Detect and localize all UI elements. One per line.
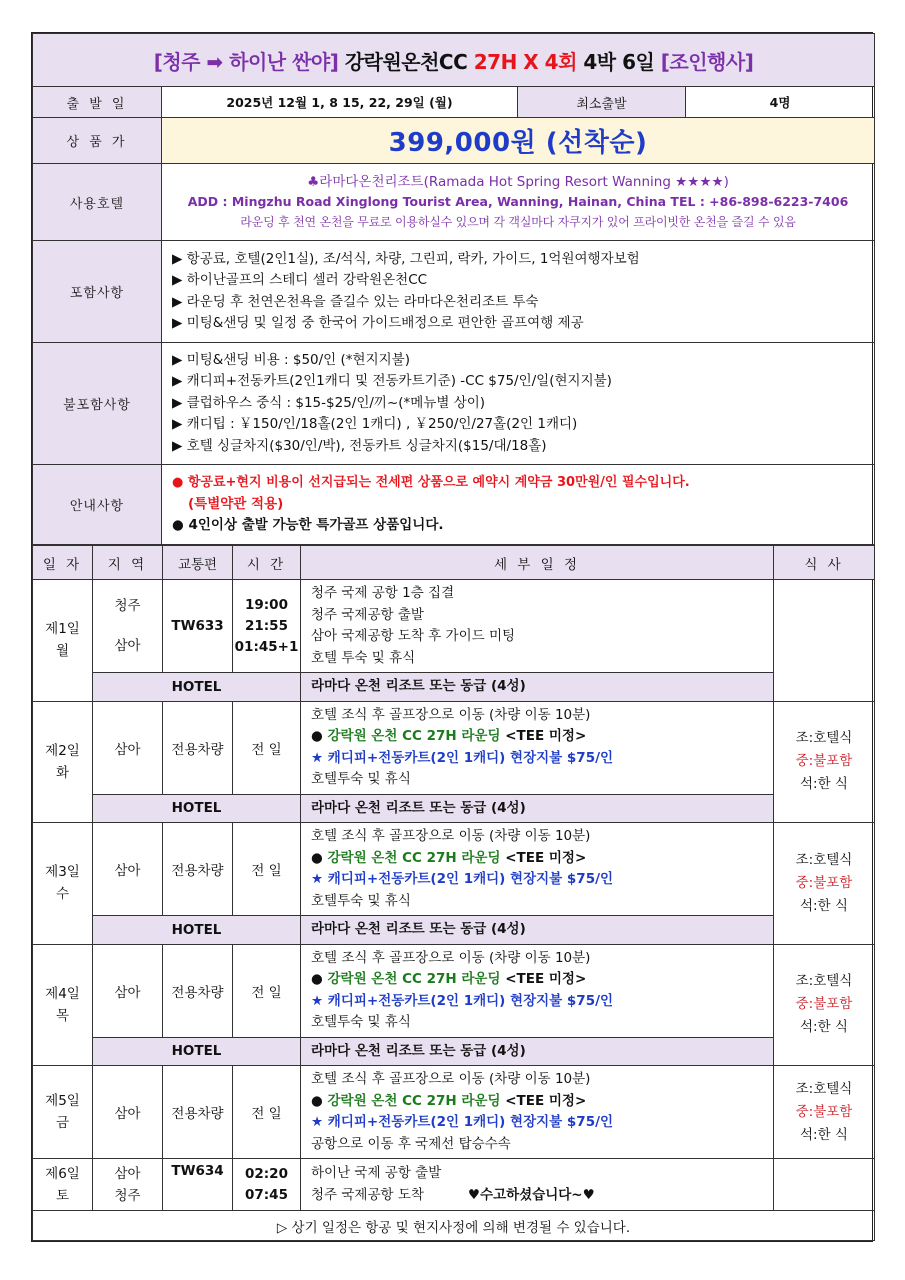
day4-date: 제4일 목	[33, 944, 93, 1066]
itinerary-sheet	[31, 32, 873, 1242]
day5-plan: 호텔 조식 후 골프장으로 이동 (차량 이동 10분) ● 강락원 온천 CC 27H 라운딩 <TEE 미정> ★ 캐디피+전동카트(2인 1캐디) 현장지불 $75/인 공항으로 이동 후 국제선 탑승수속	[301, 1066, 774, 1159]
day3-hotel-row	[33, 916, 875, 945]
page-title	[33, 34, 875, 87]
excluded-item: ▶ 캐디피+전동카트(2인1캐디 및 전동카트기준) -CC $75/인/일(현지지불)	[172, 373, 612, 390]
schedule-header	[33, 546, 875, 580]
hotel-label: 사용호텔	[33, 164, 162, 241]
day2-plan: 호텔 조식 후 골프장으로 이동 (차량 이동 10분) ● 강락원 온천 CC 27H 라운딩 <TEE 미정> ★ 캐디피+전동카트(2인 1캐디) 현장지불 $75/인 호텔투숙 및 휴식	[301, 701, 774, 794]
header-region: 지 역	[93, 546, 163, 580]
day2-time: 전 일	[233, 701, 301, 794]
included-item: ▶ 미팅&샌딩 및 일정 중 한국어 가이드배정으로 편안한 골프여행 제공	[172, 315, 584, 331]
title-route: [청주 ➡ 하이난 싼야]	[153, 49, 339, 74]
day5-row	[33, 1066, 875, 1159]
day3-time: 전 일	[233, 823, 301, 916]
day5-region: 삼아	[93, 1066, 163, 1159]
day1-times: 19:00 21:55 01:45+1	[233, 580, 301, 673]
included-label: 포함사항	[33, 241, 162, 343]
excluded-item: ▶ 클럽하우스 중식 : $15-$25/인/끼~(*메뉴별 상이)	[172, 394, 486, 411]
day6-row	[33, 1159, 875, 1211]
day6-plan: 하이난 국제 공항 출발 청주 국제공항 도착 ♥수고하셨습니다~♥	[301, 1159, 774, 1211]
day1-row	[33, 580, 875, 673]
day4-transport: 전용차량	[163, 944, 233, 1037]
day3-row	[33, 823, 875, 916]
day4-hotel: 라마다 온천 리조트 또는 동급 (4성)	[301, 1037, 774, 1066]
day3-region: 삼아	[93, 823, 163, 916]
day2-row	[33, 701, 875, 794]
notice-item-deposit: ● 항공료+현지 비용이 선지급되는 전세편 상품으로 예약시 계약금 30만원/인 필수입니다.	[172, 475, 690, 491]
day3-hotel: 라마다 온천 리조트 또는 동급 (4성)	[301, 916, 774, 945]
included-list	[162, 241, 875, 343]
departure-label: 출 발 일	[33, 87, 162, 118]
excluded-item: ▶ 미팅&샌딩 비용 : $50/인 (*현지지불)	[172, 351, 410, 368]
excluded-list	[162, 343, 875, 465]
day2-region: 삼아	[93, 701, 163, 794]
day4-plan: 호텔 조식 후 골프장으로 이동 (차량 이동 10분) ● 강락원 온천 CC 27H 라운딩 <TEE 미정> ★ 캐디피+전동카트(2인 1캐디) 현장지불 $75/인 호텔투숙 및 휴식	[301, 944, 774, 1037]
day5-date: 제5일 금	[33, 1066, 93, 1159]
day4-row	[33, 944, 875, 1037]
hotel-info	[162, 164, 875, 241]
day2-hotel-row	[33, 794, 875, 823]
included-item: ▶ 하이난골프의 스테디 셀러 강락원온천CC	[172, 272, 428, 288]
day1-plan: 청주 국제 공항 1층 집결 청주 국제공항 출발 삼아 국제공항 도착 후 가이드 미팅 호텔 투숙 및 휴식	[301, 580, 774, 673]
day4-time: 전 일	[233, 944, 301, 1037]
title-partner: [조인행사]	[660, 49, 754, 74]
day6-region: 삼아 청주	[93, 1159, 163, 1211]
title-duration: 4박 6일	[576, 49, 661, 74]
day3-transport: 전용차량	[163, 823, 233, 916]
hotel-address: ADD : Mingzhu Road Xinglong Tourist Area, Wanning, Hainan, China TEL : +86-898-6223-7406	[187, 194, 849, 209]
day2-meals: 조:호텔식 중:불포함 석:한 식	[774, 701, 875, 823]
included-item: ▶ 항공료, 호텔(2인1실), 조/석식, 차량, 그린피, 락카, 가이드, 1억원여행자보험	[172, 250, 640, 267]
title-rounds: 27H X 4회	[473, 49, 577, 74]
title-course: 강락원온천CC	[338, 49, 474, 74]
day4-hotel-label: HOTEL	[93, 1037, 301, 1066]
header-detail: 세 부 일 정	[301, 546, 774, 580]
day4-meals: 조:호텔식 중:불포함 석:한 식	[774, 944, 875, 1066]
day1-meals	[774, 580, 875, 702]
day1-date: 제1일 월	[33, 580, 93, 702]
day5-transport: 전용차량	[163, 1066, 233, 1159]
notice-label: 안내사항	[33, 465, 162, 545]
day3-plan: 호텔 조식 후 골프장으로 이동 (차량 이동 10분) ● 강락원 온천 CC 27H 라운딩 <TEE 미정> ★ 캐디피+전동카트(2인 1캐디) 현장지불 $75/인 호텔투숙 및 휴식	[301, 823, 774, 916]
day3-date: 제3일 수	[33, 823, 93, 945]
day1-transport: TW633	[163, 580, 233, 673]
farewell-message: ♥수고하셨습니다~♥	[467, 1186, 595, 1203]
notice-list	[162, 465, 875, 545]
day2-hotel: 라마다 온천 리조트 또는 동급 (4성)	[301, 794, 774, 823]
excluded-item: ▶ 호텔 싱글차지($30/인/박), 전동카트 싱글차지($15/대/18홀)	[172, 437, 547, 454]
hotel-note: 라운딩 후 천연 온천을 무료로 이용하실수 있으며 각 객실마다 자쿠지가 있어 프라이빗한 온천을 즐길 수 있음	[240, 215, 796, 229]
day5-time: 전 일	[233, 1066, 301, 1159]
schedule-table	[32, 545, 875, 1241]
excluded-label: 불포함사항	[33, 343, 162, 465]
day2-date: 제2일 화	[33, 701, 93, 823]
included-item: ▶ 라운딩 후 천연온천욕을 즐길수 있는 라마다온천리조트 투숙	[172, 293, 539, 310]
day6-transport: TW634	[163, 1159, 233, 1211]
header-meal: 식 사	[774, 546, 875, 580]
day1-hotel: 라마다 온천 리조트 또는 동급 (4성)	[301, 673, 774, 702]
day2-hotel-label: HOTEL	[93, 794, 301, 823]
notice-item-minimum: ● 4인이상 출발 가능한 특가골프 상품입니다.	[172, 517, 444, 534]
info-table	[32, 33, 875, 545]
day1-hotel-row	[33, 673, 875, 702]
header-time: 시 간	[233, 546, 301, 580]
departure-dates: 2025년 12월 1, 8 15, 22, 29일 (월)	[162, 87, 518, 118]
header-day: 일 자	[33, 546, 93, 580]
day4-region: 삼아	[93, 944, 163, 1037]
price-value: 399,000원 (선착순)	[162, 118, 875, 164]
day4-hotel-row	[33, 1037, 875, 1066]
day3-meals: 조:호텔식 중:불포함 석:한 식	[774, 823, 875, 945]
price-label: 상 품 가	[33, 118, 162, 164]
excluded-item: ▶ 캐디팁 : ￥150/인/18홀(2인 1캐디) , ￥250/인/27홀(2인 1캐디)	[172, 416, 578, 433]
header-transport: 교통편	[163, 546, 233, 580]
hotel-name: ♣라마다온천리조트(Ramada Hot Spring Resort Wanning ★★★★)	[307, 174, 729, 190]
day5-meals: 조:호텔식 중:불포함 석:한 식	[774, 1066, 875, 1159]
day1-hotel-label: HOTEL	[93, 673, 301, 702]
day2-transport: 전용차량	[163, 701, 233, 794]
day1-region: 청주 삼아	[93, 580, 163, 673]
footer-note: ▷ 상기 일정은 항공 및 현지사정에 의해 변경될 수 있습니다.	[33, 1211, 875, 1241]
day6-date: 제6일 토	[33, 1159, 93, 1211]
min-departure-label: 최소출발	[518, 87, 686, 118]
notice-item-terms: (특별약관 적용)	[188, 495, 284, 512]
min-departure-value: 4명	[686, 87, 875, 118]
day6-meals	[774, 1159, 875, 1211]
day3-hotel-label: HOTEL	[93, 916, 301, 945]
day6-times: 02:20 07:45	[233, 1159, 301, 1211]
